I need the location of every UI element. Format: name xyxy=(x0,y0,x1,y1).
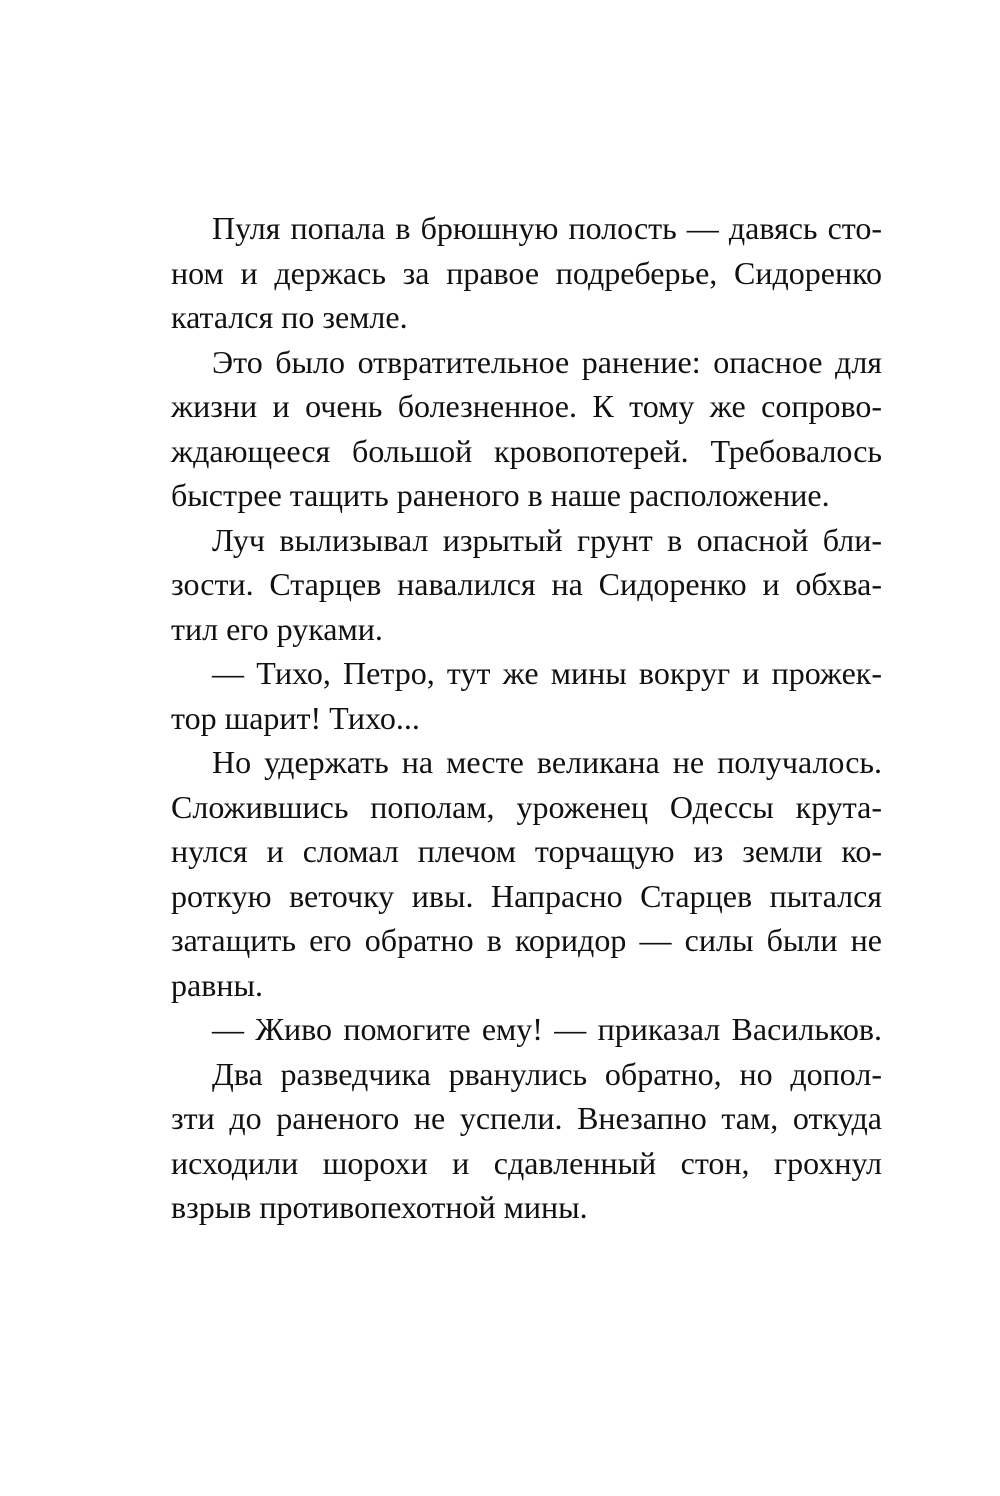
text-line: тор шарит! Тихо... xyxy=(171,699,420,736)
paragraph-7 xyxy=(171,1052,882,1230)
text-line: — Тихо, Петро, тут же мины вокруг и прожек- xyxy=(212,655,882,691)
paragraph-3 xyxy=(171,518,882,652)
text-line: Луч вылизывал изрытый грунт в опасной бли- xyxy=(212,521,882,558)
text-line: катался по земле. xyxy=(171,299,408,335)
text-line: Но удержать на месте великана не получалось. xyxy=(212,744,882,780)
paragraph-6 xyxy=(171,1007,882,1052)
text-line: тил его руками. xyxy=(171,610,383,647)
paragraph-2 xyxy=(171,340,882,518)
text-line: затащить его обратно в коридор — силы были не xyxy=(171,922,882,958)
text-line: зости. Старцев навалился на Сидоренко и обхва- xyxy=(171,566,882,602)
text-line: Два разведчика рванулись обратно, но допол- xyxy=(212,1055,882,1092)
text-line: Это было отвратительное ранение: опасное для xyxy=(212,343,882,380)
text-line: нулся и сломал плечом торчащую из земли ко- xyxy=(171,833,882,869)
text-line: взрыв противопехотной мины. xyxy=(171,1189,588,1225)
text-line: Сложившись пополам, уроженец Одессы крута- xyxy=(171,788,882,825)
text-line: зти до раненого не успели. Внезапно там, откуда xyxy=(171,1100,882,1136)
text-line: быстрее тащить раненого в наше расположение. xyxy=(171,477,830,513)
page-body xyxy=(171,206,882,1230)
text-line: жизни и очень болезненное. К тому же сопрово- xyxy=(171,388,882,424)
text-line: ном и держась за правое подреберье, Сидоренко xyxy=(171,254,882,291)
text-line: ждающееся большой кровопотерей. Требовалось xyxy=(171,432,882,469)
text-line: равны. xyxy=(171,966,263,1003)
paragraph-5 xyxy=(171,740,882,1007)
text-line: исходили шорохи и сдавленный стон, грохнул xyxy=(171,1144,882,1181)
paragraph-1 xyxy=(171,206,882,340)
text-line: — Живо помогите ему! — приказал Васильков. xyxy=(212,1011,882,1047)
paragraph-4 xyxy=(171,651,882,740)
text-line: роткую веточку ивы. Напрасно Старцев пытался xyxy=(171,877,882,914)
text-line: Пуля попала в брюшную полость — давясь сто- xyxy=(212,210,882,246)
